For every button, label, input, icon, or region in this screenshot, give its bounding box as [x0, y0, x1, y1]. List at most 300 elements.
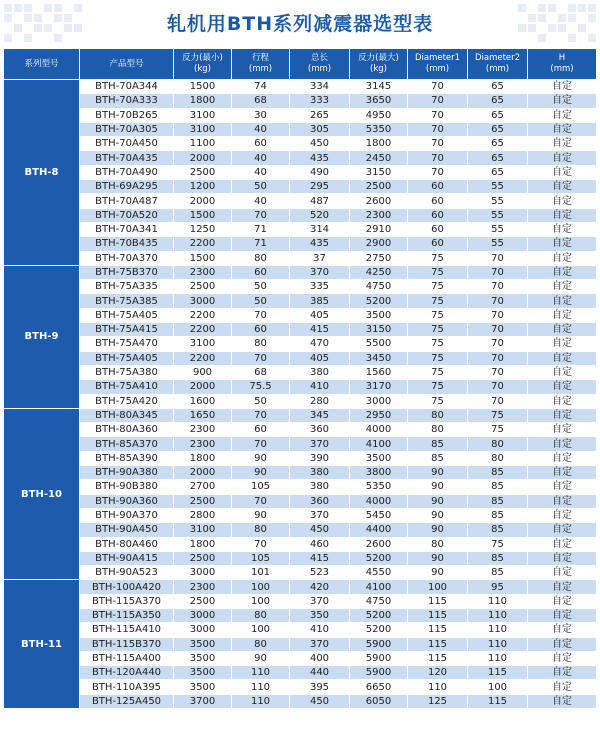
diameter1-cell: 75	[408, 308, 468, 322]
diameter1-cell: 115	[408, 594, 468, 608]
diameter1-cell: 90	[408, 551, 468, 565]
max-force-cell: 6650	[350, 680, 408, 694]
diameter2-cell: 110	[468, 623, 528, 637]
total-length-cell: 370	[290, 637, 350, 651]
series-model-cell: BTH-8	[4, 80, 80, 266]
product-model-cell: BTH-115A410	[80, 623, 174, 637]
diameter2-cell: 75	[468, 423, 528, 437]
min-force-cell: 3100	[174, 122, 232, 136]
stroke-cell: 110	[232, 680, 290, 694]
stroke-cell: 70	[232, 308, 290, 322]
diameter1-cell: 90	[408, 508, 468, 522]
total-length-cell: 385	[290, 294, 350, 308]
table-row	[4, 222, 597, 236]
h-cell: 自定	[528, 280, 597, 294]
product-model-cell: BTH-90B380	[80, 480, 174, 494]
product-model-cell: BTH-70B265	[80, 108, 174, 122]
total-length-cell: 420	[290, 580, 350, 594]
max-force-cell: 1800	[350, 137, 408, 151]
h-cell: 自定	[528, 265, 597, 279]
max-force-cell: 2500	[350, 180, 408, 194]
max-force-cell: 5200	[350, 608, 408, 622]
diameter2-cell: 85	[468, 551, 528, 565]
product-model-cell: BTH-90A450	[80, 523, 174, 537]
product-model-cell: BTH-70B435	[80, 237, 174, 251]
diameter1-cell: 60	[408, 222, 468, 236]
min-force-cell: 1500	[174, 208, 232, 222]
stroke-cell: 100	[232, 623, 290, 637]
max-force-cell: 3145	[350, 80, 408, 94]
min-force-cell: 1100	[174, 137, 232, 151]
diameter1-cell: 120	[408, 666, 468, 680]
product-model-cell: BTH-80A360	[80, 423, 174, 437]
diameter1-cell: 100	[408, 580, 468, 594]
stroke-cell: 40	[232, 165, 290, 179]
stroke-cell: 70	[232, 351, 290, 365]
stroke-cell: 70	[232, 208, 290, 222]
diameter2-cell: 85	[468, 494, 528, 508]
total-length-cell: 523	[290, 566, 350, 580]
product-model-cell: BTH-90A380	[80, 466, 174, 480]
min-force-cell: 1500	[174, 251, 232, 265]
stroke-cell: 90	[232, 466, 290, 480]
stroke-cell: 80	[232, 251, 290, 265]
table-row	[4, 408, 597, 422]
diameter1-cell: 70	[408, 137, 468, 151]
product-model-cell: BTH-70A333	[80, 94, 174, 108]
header-max-force: 反力(最大) (kg)	[350, 49, 408, 80]
diameter2-cell: 70	[468, 265, 528, 279]
product-model-cell: BTH-70A435	[80, 151, 174, 165]
diameter1-cell: 115	[408, 608, 468, 622]
series-model-cell: BTH-11	[4, 580, 80, 709]
stroke-cell: 60	[232, 323, 290, 337]
product-model-cell: BTH-75A410	[80, 380, 174, 394]
max-force-cell: 2600	[350, 537, 408, 551]
h-cell: 自定	[528, 80, 597, 94]
diameter2-cell: 85	[468, 466, 528, 480]
table-row	[4, 637, 597, 651]
diameter1-cell: 75	[408, 394, 468, 408]
table-row	[4, 451, 597, 465]
product-model-cell: BTH-85A390	[80, 451, 174, 465]
diameter1-cell: 75	[408, 294, 468, 308]
total-length-cell: 415	[290, 551, 350, 565]
stroke-cell: 40	[232, 122, 290, 136]
max-force-cell: 2750	[350, 251, 408, 265]
diameter2-cell: 70	[468, 251, 528, 265]
table-row	[4, 137, 597, 151]
product-model-cell: BTH-70A341	[80, 222, 174, 236]
min-force-cell: 1200	[174, 180, 232, 194]
table-row	[4, 280, 597, 294]
product-model-cell: BTH-75B370	[80, 265, 174, 279]
table-row	[4, 623, 597, 637]
header-product-model: 产品型号	[80, 49, 174, 80]
total-length-cell: 410	[290, 380, 350, 394]
table-row	[4, 608, 597, 622]
h-cell: 自定	[528, 523, 597, 537]
h-cell: 自定	[528, 680, 597, 694]
max-force-cell: 5200	[350, 294, 408, 308]
max-force-cell: 4100	[350, 580, 408, 594]
diameter1-cell: 60	[408, 208, 468, 222]
diameter2-cell: 70	[468, 337, 528, 351]
stroke-cell: 80	[232, 637, 290, 651]
min-force-cell: 2800	[174, 508, 232, 522]
min-force-cell: 2300	[174, 580, 232, 594]
h-cell: 自定	[528, 137, 597, 151]
total-length-cell: 415	[290, 323, 350, 337]
table-row	[4, 566, 597, 580]
diameter1-cell: 70	[408, 151, 468, 165]
total-length-cell: 410	[290, 623, 350, 637]
diameter1-cell: 75	[408, 265, 468, 279]
max-force-cell: 4400	[350, 523, 408, 537]
max-force-cell: 3500	[350, 451, 408, 465]
diameter1-cell: 75	[408, 380, 468, 394]
diameter1-cell: 70	[408, 80, 468, 94]
stroke-cell: 50	[232, 294, 290, 308]
min-force-cell: 2200	[174, 237, 232, 251]
min-force-cell: 2300	[174, 265, 232, 279]
diameter1-cell: 110	[408, 680, 468, 694]
table-row	[4, 594, 597, 608]
table-row	[4, 265, 597, 279]
min-force-cell: 3700	[174, 694, 232, 708]
max-force-cell: 2450	[350, 151, 408, 165]
diameter1-cell: 75	[408, 365, 468, 379]
diameter2-cell: 110	[468, 637, 528, 651]
page-title: 轧机用BTH系列减震器选型表	[166, 13, 434, 35]
stroke-cell: 40	[232, 151, 290, 165]
max-force-cell: 4950	[350, 108, 408, 122]
diameter1-cell: 90	[408, 466, 468, 480]
total-length-cell: 370	[290, 594, 350, 608]
product-model-cell: BTH-80A460	[80, 537, 174, 551]
stroke-cell: 60	[232, 265, 290, 279]
diameter2-cell: 75	[468, 537, 528, 551]
min-force-cell: 2200	[174, 323, 232, 337]
h-cell: 自定	[528, 623, 597, 637]
series-model-cell: BTH-10	[4, 408, 80, 580]
max-force-cell: 3800	[350, 466, 408, 480]
h-cell: 自定	[528, 380, 597, 394]
min-force-cell: 1500	[174, 80, 232, 94]
table-row	[4, 494, 597, 508]
stroke-cell: 100	[232, 580, 290, 594]
min-force-cell: 2300	[174, 437, 232, 451]
diameter1-cell: 115	[408, 623, 468, 637]
total-length-cell: 350	[290, 608, 350, 622]
diameter2-cell: 75	[468, 408, 528, 422]
stroke-cell: 40	[232, 194, 290, 208]
diameter1-cell: 80	[408, 408, 468, 422]
table-row	[4, 337, 597, 351]
table-row	[4, 651, 597, 665]
diameter2-cell: 85	[468, 480, 528, 494]
min-force-cell: 2200	[174, 351, 232, 365]
product-model-cell: BTH-115A350	[80, 608, 174, 622]
max-force-cell: 3450	[350, 351, 408, 365]
h-cell: 自定	[528, 637, 597, 651]
diameter2-cell: 55	[468, 237, 528, 251]
h-cell: 自定	[528, 537, 597, 551]
table-row	[4, 194, 597, 208]
stroke-cell: 30	[232, 108, 290, 122]
total-length-cell: 440	[290, 666, 350, 680]
table-row	[4, 323, 597, 337]
max-force-cell: 5900	[350, 666, 408, 680]
stroke-cell: 50	[232, 280, 290, 294]
diameter1-cell: 60	[408, 237, 468, 251]
stroke-cell: 110	[232, 694, 290, 708]
diameter2-cell: 55	[468, 222, 528, 236]
max-force-cell: 3500	[350, 308, 408, 322]
product-model-cell: BTH-70A490	[80, 165, 174, 179]
diameter1-cell: 125	[408, 694, 468, 708]
diameter2-cell: 65	[468, 137, 528, 151]
total-length-cell: 380	[290, 480, 350, 494]
min-force-cell: 2300	[174, 423, 232, 437]
max-force-cell: 3150	[350, 323, 408, 337]
total-length-cell: 380	[290, 466, 350, 480]
total-length-cell: 333	[290, 94, 350, 108]
h-cell: 自定	[528, 151, 597, 165]
min-force-cell: 2700	[174, 480, 232, 494]
diameter1-cell: 75	[408, 251, 468, 265]
stroke-cell: 71	[232, 237, 290, 251]
h-cell: 自定	[528, 165, 597, 179]
total-length-cell: 370	[290, 508, 350, 522]
stroke-cell: 105	[232, 551, 290, 565]
product-model-cell: BTH-70A344	[80, 80, 174, 94]
diameter2-cell: 115	[468, 666, 528, 680]
header-diameter2: Diameter2 (mm)	[468, 49, 528, 80]
total-length-cell: 520	[290, 208, 350, 222]
total-length-cell: 37	[290, 251, 350, 265]
min-force-cell: 1600	[174, 394, 232, 408]
min-force-cell: 3100	[174, 108, 232, 122]
max-force-cell: 2600	[350, 194, 408, 208]
max-force-cell: 5350	[350, 122, 408, 136]
diameter2-cell: 65	[468, 151, 528, 165]
max-force-cell: 1560	[350, 365, 408, 379]
total-length-cell: 360	[290, 494, 350, 508]
min-force-cell: 3500	[174, 651, 232, 665]
product-model-cell: BTH-120A440	[80, 666, 174, 680]
diameter1-cell: 70	[408, 165, 468, 179]
product-model-cell: BTH-75A470	[80, 337, 174, 351]
max-force-cell: 3150	[350, 165, 408, 179]
stroke-cell: 74	[232, 80, 290, 94]
diameter1-cell: 90	[408, 480, 468, 494]
total-length-cell: 487	[290, 194, 350, 208]
max-force-cell: 3170	[350, 380, 408, 394]
product-model-cell: BTH-80A345	[80, 408, 174, 422]
stroke-cell: 70	[232, 408, 290, 422]
stroke-cell: 100	[232, 594, 290, 608]
diameter2-cell: 85	[468, 508, 528, 522]
diameter1-cell: 75	[408, 323, 468, 337]
diameter2-cell: 100	[468, 680, 528, 694]
total-length-cell: 435	[290, 151, 350, 165]
table-row	[4, 165, 597, 179]
h-cell: 自定	[528, 508, 597, 522]
product-model-cell: BTH-75A415	[80, 323, 174, 337]
diameter1-cell: 60	[408, 180, 468, 194]
diameter1-cell: 70	[408, 122, 468, 136]
min-force-cell: 900	[174, 365, 232, 379]
max-force-cell: 2950	[350, 408, 408, 422]
min-force-cell: 1650	[174, 408, 232, 422]
table-row	[4, 551, 597, 565]
product-model-cell: BTH-69A295	[80, 180, 174, 194]
series-model-cell: BTH-9	[4, 265, 80, 408]
total-length-cell: 295	[290, 180, 350, 194]
min-force-cell: 2000	[174, 466, 232, 480]
min-force-cell: 2000	[174, 151, 232, 165]
table-row	[4, 208, 597, 222]
stroke-cell: 80	[232, 608, 290, 622]
h-cell: 自定	[528, 423, 597, 437]
product-model-cell: BTH-70A370	[80, 251, 174, 265]
min-force-cell: 3100	[174, 523, 232, 537]
max-force-cell: 3650	[350, 94, 408, 108]
h-cell: 自定	[528, 222, 597, 236]
table-row	[4, 380, 597, 394]
product-model-cell: BTH-70A520	[80, 208, 174, 222]
header-min-force: 反力(最小) (kg)	[174, 49, 232, 80]
min-force-cell: 2500	[174, 551, 232, 565]
h-cell: 自定	[528, 694, 597, 708]
diameter2-cell: 115	[468, 694, 528, 708]
total-length-cell: 470	[290, 337, 350, 351]
max-force-cell: 4750	[350, 280, 408, 294]
max-force-cell: 5900	[350, 651, 408, 665]
min-force-cell: 3500	[174, 666, 232, 680]
total-length-cell: 334	[290, 80, 350, 94]
table-row	[4, 151, 597, 165]
min-force-cell: 3000	[174, 294, 232, 308]
total-length-cell: 450	[290, 694, 350, 708]
max-force-cell: 2900	[350, 237, 408, 251]
h-cell: 自定	[528, 323, 597, 337]
stroke-cell: 80	[232, 337, 290, 351]
h-cell: 自定	[528, 208, 597, 222]
product-model-cell: BTH-115A400	[80, 651, 174, 665]
max-force-cell: 4000	[350, 494, 408, 508]
h-cell: 自定	[528, 365, 597, 379]
max-force-cell: 4550	[350, 566, 408, 580]
total-length-cell: 395	[290, 680, 350, 694]
min-force-cell: 3500	[174, 637, 232, 651]
diameter2-cell: 85	[468, 523, 528, 537]
diameter1-cell: 75	[408, 351, 468, 365]
diameter1-cell: 85	[408, 451, 468, 465]
product-model-cell: BTH-125A450	[80, 694, 174, 708]
max-force-cell: 5350	[350, 480, 408, 494]
diameter1-cell: 60	[408, 194, 468, 208]
h-cell: 自定	[528, 566, 597, 580]
h-cell: 自定	[528, 180, 597, 194]
max-force-cell: 4000	[350, 423, 408, 437]
product-model-cell: BTH-85A370	[80, 437, 174, 451]
diameter1-cell: 70	[408, 94, 468, 108]
stroke-cell: 70	[232, 494, 290, 508]
stroke-cell: 71	[232, 222, 290, 236]
stroke-cell: 50	[232, 394, 290, 408]
diameter2-cell: 65	[468, 165, 528, 179]
diameter1-cell: 115	[408, 651, 468, 665]
h-cell: 自定	[528, 308, 597, 322]
max-force-cell: 4250	[350, 265, 408, 279]
product-model-cell: BTH-115B370	[80, 637, 174, 651]
table-row	[4, 122, 597, 136]
table-row	[4, 80, 597, 94]
stroke-cell: 68	[232, 94, 290, 108]
table-row	[4, 523, 597, 537]
table-row	[4, 365, 597, 379]
table-row	[4, 537, 597, 551]
diameter2-cell: 70	[468, 380, 528, 394]
diameter2-cell: 65	[468, 94, 528, 108]
diameter2-cell: 55	[468, 208, 528, 222]
total-length-cell: 390	[290, 451, 350, 465]
table-row	[4, 466, 597, 480]
stroke-cell: 75.5	[232, 380, 290, 394]
total-length-cell: 335	[290, 280, 350, 294]
min-force-cell: 2500	[174, 165, 232, 179]
total-length-cell: 450	[290, 137, 350, 151]
header-row	[4, 49, 597, 80]
diameter1-cell: 80	[408, 423, 468, 437]
header-diameter1: Diameter1 (mm)	[408, 49, 468, 80]
table-row	[4, 180, 597, 194]
product-model-cell: BTH-90A370	[80, 508, 174, 522]
max-force-cell: 4750	[350, 594, 408, 608]
table-row	[4, 394, 597, 408]
max-force-cell: 6050	[350, 694, 408, 708]
total-length-cell: 305	[290, 122, 350, 136]
header-stroke: 行程 (mm)	[232, 49, 290, 80]
diameter2-cell: 110	[468, 608, 528, 622]
product-model-cell: BTH-75A405	[80, 351, 174, 365]
diameter2-cell: 85	[468, 566, 528, 580]
stroke-cell: 105	[232, 480, 290, 494]
diameter2-cell: 70	[468, 280, 528, 294]
h-cell: 自定	[528, 194, 597, 208]
h-cell: 自定	[528, 394, 597, 408]
min-force-cell: 3000	[174, 608, 232, 622]
table-row	[4, 94, 597, 108]
h-cell: 自定	[528, 337, 597, 351]
total-length-cell: 280	[290, 394, 350, 408]
h-cell: 自定	[528, 251, 597, 265]
selection-table	[3, 48, 597, 709]
h-cell: 自定	[528, 466, 597, 480]
diameter2-cell: 80	[468, 451, 528, 465]
diameter1-cell: 115	[408, 637, 468, 651]
total-length-cell: 265	[290, 108, 350, 122]
max-force-cell: 2910	[350, 222, 408, 236]
table-row	[4, 508, 597, 522]
h-cell: 自定	[528, 294, 597, 308]
h-cell: 自定	[528, 408, 597, 422]
max-force-cell: 5200	[350, 551, 408, 565]
total-length-cell: 370	[290, 265, 350, 279]
stroke-cell: 90	[232, 651, 290, 665]
